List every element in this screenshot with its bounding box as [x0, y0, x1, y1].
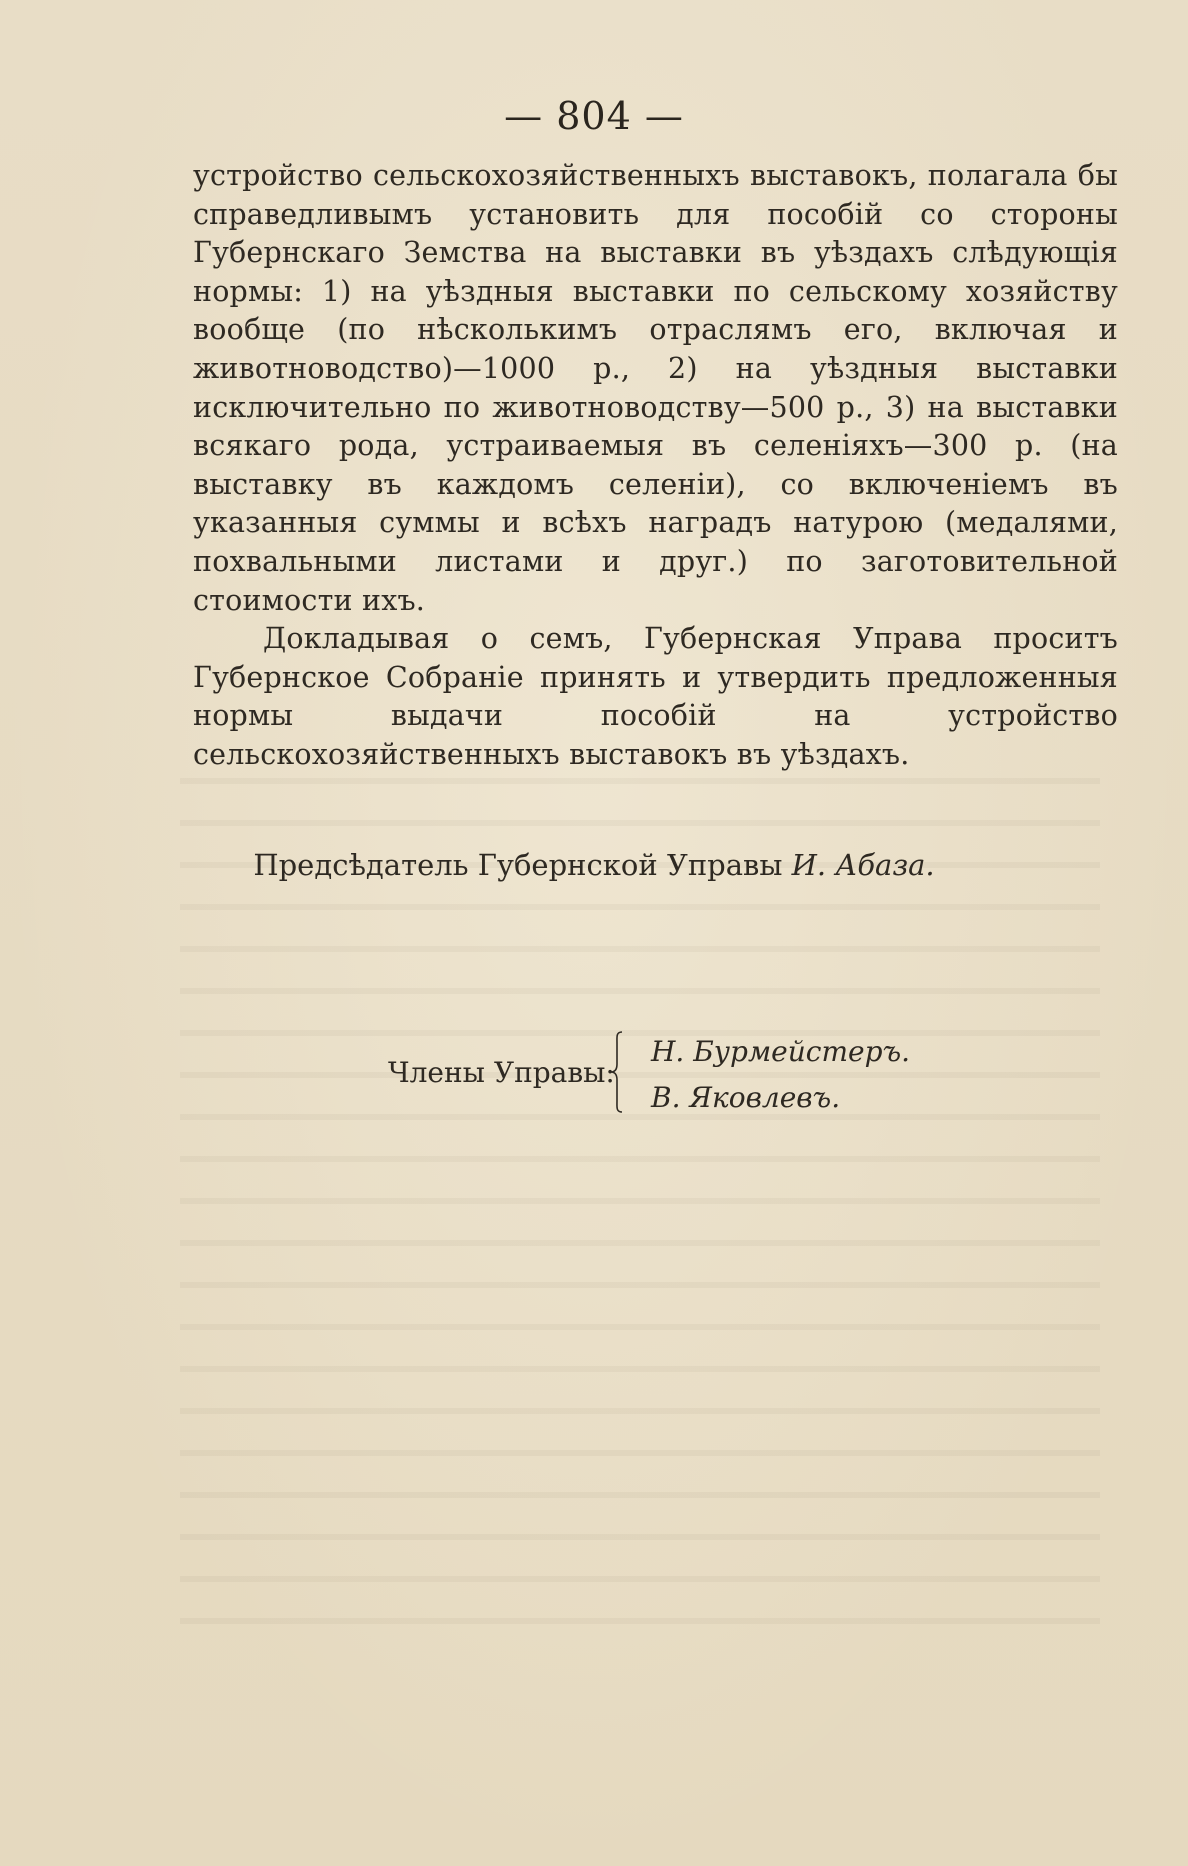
chairman-title: Предсѣдатель Губернской Управы: [253, 848, 783, 882]
members-label: Члены Управы:: [388, 1056, 615, 1089]
members-names: [651, 1029, 910, 1121]
chairman-name: И. Абаза.: [791, 848, 935, 882]
member-name: Н. Бурмейстеръ.: [651, 1035, 911, 1068]
chairman-signature: [0, 848, 1188, 882]
bleed-through-texture: [180, 750, 1100, 1650]
curly-brace-icon: [610, 1031, 624, 1113]
paragraph-2: Докладывая о семъ, Губернская Управа проситъ Губернское Собраніе принять и утвердить предложенныя нормы выдачи пособій на устройство сельскохозяйственныхъ выставокъ въ уѣздахъ.: [193, 622, 1118, 771]
body-text: [193, 157, 1118, 775]
page-number: — 804 —: [504, 94, 684, 138]
member-name: В. Яковлевъ.: [651, 1081, 841, 1114]
paragraph-1: устройство сельскохозяйственныхъ выставокъ, полагала бы справедливымъ установить для пособій со стороны Губернскаго Земства на выставки въ уѣздахъ слѣдующія нормы: 1) на уѣздныя выставки по сельскому хозяйству вообще (по нѣсколькимъ отраслямъ его, включая и животноводство)—1000 р., 2) на уѣздныя выставки исключительно по животноводству—500 р., 3) на выставки всякаго рода, устраиваемыя въ селеніяхъ—300 р. (на выставку въ каждомъ селеніи), со включеніемъ въ указанныя суммы и всѣхъ наградъ натурою (медалями, похвальными листами и друг.) по заготовительной стоимости ихъ.: [193, 159, 1118, 617]
